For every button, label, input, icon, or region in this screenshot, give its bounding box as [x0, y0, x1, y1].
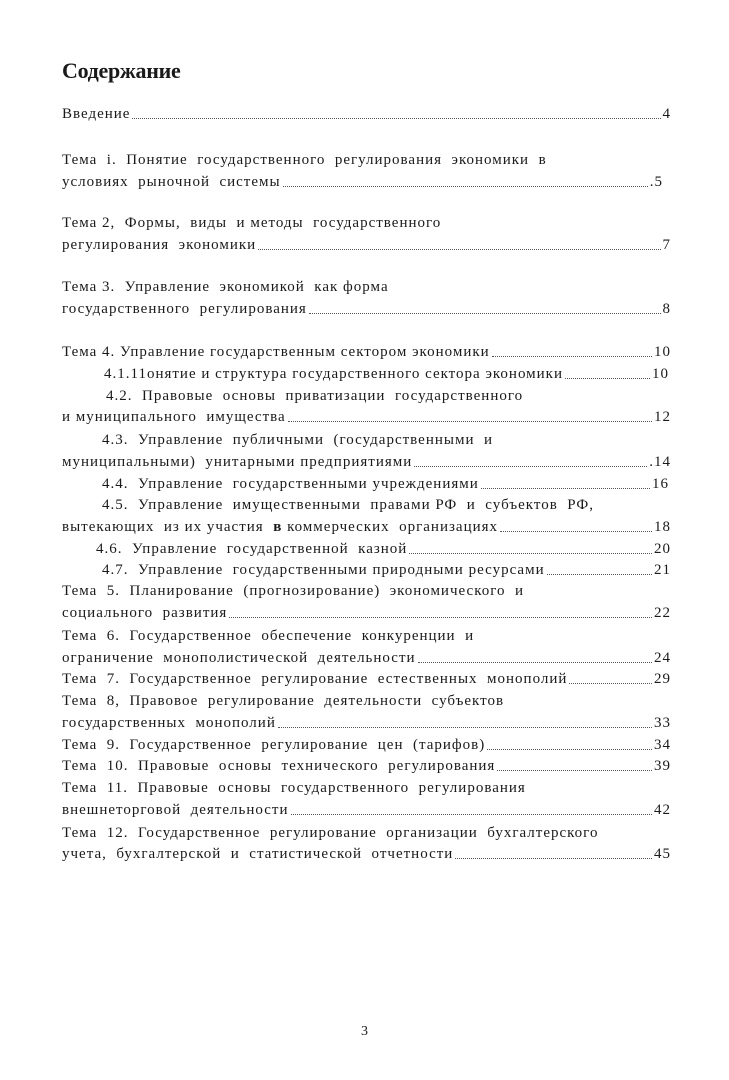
toc-leader-dots: [565, 374, 650, 379]
toc-page-number: .14: [649, 454, 671, 470]
toc-entry-topic-1[interactable]: условиях рыночной системы .5: [62, 174, 663, 190]
toc-leader-dots: [492, 352, 652, 357]
toc-entry-topic-2[interactable]: регулирования экономики 7: [62, 237, 671, 253]
toc-page-number: 8: [662, 301, 671, 317]
toc-entry-4-5[interactable]: вытекающих из их участия в коммерческих организациях 18: [62, 519, 671, 535]
toc-leader-dots: [288, 417, 652, 422]
toc-leader-dots: [309, 309, 661, 314]
toc-leader-dots: [278, 723, 652, 728]
toc-entry-topic-2-line1: Тема 2, Формы, виды и методы государственного: [62, 215, 442, 231]
toc-leader-dots: [455, 854, 652, 859]
toc-leader-dots: [569, 679, 652, 684]
toc-entry-4-3[interactable]: муниципальными) унитарными предприятиями .14: [62, 454, 671, 470]
toc-entry-4-6[interactable]: 4.6. Управление государственной казной 20: [96, 541, 671, 557]
toc-page-number: 4: [662, 106, 671, 122]
toc-entry-topic-1-line1: Тема i. Понятие государственного регулирования экономики в: [62, 152, 547, 168]
toc-leader-dots: [258, 245, 660, 250]
toc-entry-topic-5[interactable]: социального развития 22: [62, 605, 671, 621]
toc-leader-dots: [283, 182, 648, 187]
toc-entry-topic-11[interactable]: внешнеторговой деятельности 42: [62, 802, 671, 818]
toc-page-number: 7: [662, 237, 671, 253]
toc-page-number: 20: [654, 541, 671, 557]
toc-page-number: 24: [654, 650, 671, 666]
toc-page-number: 12: [654, 409, 671, 425]
toc-leader-dots: [229, 613, 652, 618]
toc-entry-topic-8-line1: Тема 8, Правовое регулирование деятельности субъектов: [62, 693, 505, 709]
toc-entry-4-4[interactable]: 4.4. Управление государственными учреждениями 16: [102, 476, 669, 492]
toc-entry-topic-12-line1: Тема 12. Государственное регулирование организации бухгалтерского: [62, 825, 599, 841]
toc-page-number: 10: [652, 366, 669, 382]
toc-page-number: 18: [654, 519, 671, 535]
toc-entry-4-1[interactable]: 4.1.11онятие и структура государственного сектора экономики 10: [104, 366, 669, 382]
toc-page-number: 29: [654, 671, 671, 687]
toc-entry-topic-7[interactable]: Тема 7. Государственное регулирование естественных монополий 29: [62, 671, 671, 687]
toc-leader-dots: [291, 810, 652, 815]
toc-page-number: 16: [652, 476, 669, 492]
toc-entry-topic-10[interactable]: Тема 10. Правовые основы технического регулирования 39: [62, 758, 671, 774]
toc-page-number: 34: [654, 737, 671, 753]
toc-entry-topic-3[interactable]: государственного регулирования 8: [62, 301, 671, 317]
toc-leader-dots: [414, 462, 647, 467]
toc-page-number: .5: [649, 174, 663, 190]
toc-entry-4-2-line1: 4.2. Правовые основы приватизации государственного: [106, 388, 524, 404]
toc-entry-topic-8[interactable]: государственных монополий 33: [62, 715, 671, 731]
toc-page-number: 21: [654, 562, 671, 578]
toc-leader-dots: [487, 745, 652, 750]
toc-entry-topic-4[interactable]: Тема 4. Управление государственным сектором экономики 10: [62, 344, 671, 360]
toc-entry-topic-5-line1: Тема 5. Планирование (прогнозирование) экономического и: [62, 583, 525, 599]
toc-leader-dots: [132, 114, 660, 119]
toc-entry-4-7[interactable]: 4.7. Управление государственными природными ресурсами 21: [102, 562, 671, 578]
toc-leader-dots: [418, 658, 652, 663]
toc-entry-intro[interactable]: [62, 103, 671, 123]
toc-page-number: 33: [654, 715, 671, 731]
page-number: 3: [361, 1024, 368, 1039]
toc-entry-text: Введение: [62, 106, 131, 122]
toc-entry-topic-6[interactable]: ограничение монополистической деятельности 24: [62, 650, 671, 666]
toc-entry-topic-6-line1: Тема 6. Государственное обеспечение конкуренции и: [62, 628, 475, 644]
toc-entry-4-3-line1: 4.3. Управление публичными (государственными и: [102, 432, 493, 448]
toc-page-number: 10: [654, 344, 671, 360]
toc-leader-dots: [481, 484, 650, 489]
toc-page-number: 39: [654, 758, 671, 774]
toc-page-number: 22: [654, 605, 671, 621]
toc-leader-dots: [500, 527, 652, 532]
toc-leader-dots: [409, 549, 652, 554]
toc-leader-dots: [547, 570, 652, 575]
toc-page-number: 45: [654, 846, 671, 862]
toc-entry-topic-12[interactable]: учета, бухгалтерской и статистической отчетности 45: [62, 846, 671, 862]
toc-page-number: 42: [654, 802, 671, 818]
toc-entry-4-5-line1: 4.5. Управление имущественными правами РФ и субъектов РФ,: [102, 497, 594, 513]
toc-entry-topic-11-line1: Тема 11. Правовые основы государственного регулирования: [62, 780, 526, 796]
page-title: Содержание: [62, 58, 181, 83]
toc-entry-topic-9[interactable]: Тема 9. Государственное регулирование цен (тарифов) 34: [62, 737, 671, 753]
toc-entry-topic-3-line1: Тема 3. Управление экономикой как форма: [62, 279, 389, 295]
toc-leader-dots: [497, 766, 652, 771]
toc-entry-4-2[interactable]: и муниципального имущества 12: [62, 409, 671, 425]
